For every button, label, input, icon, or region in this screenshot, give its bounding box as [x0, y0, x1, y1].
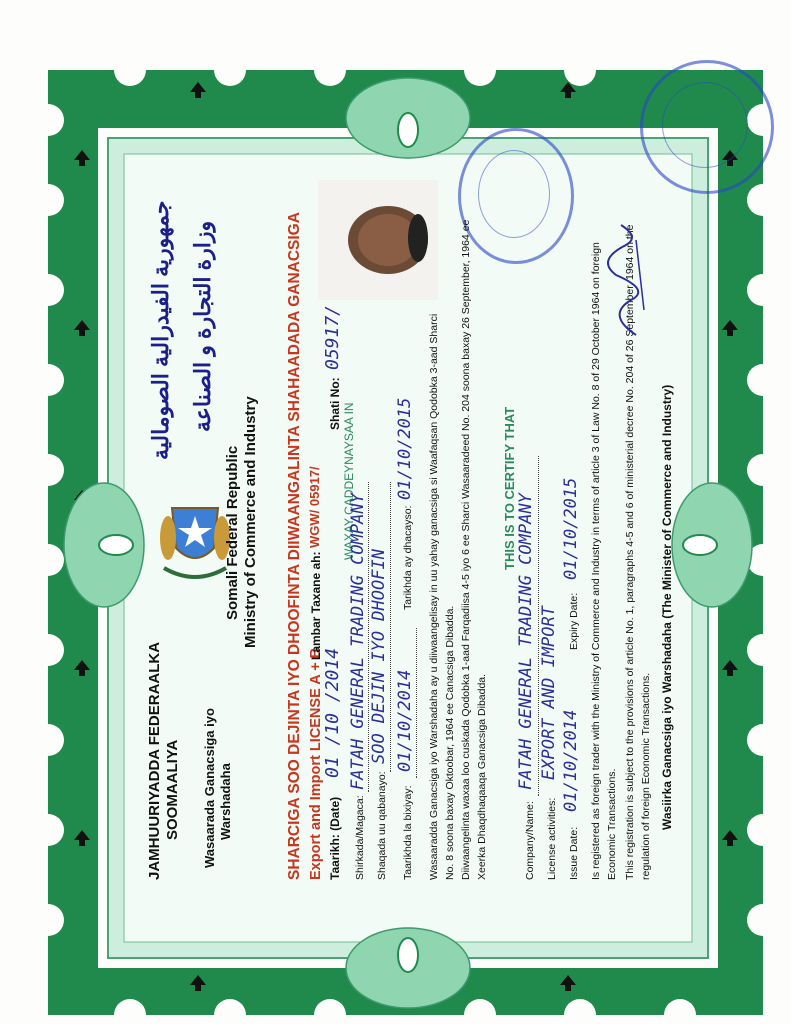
company-value: FATAH GENERAL TRADING COMPANY [516, 493, 536, 790]
date-label: Taarikh: (Date) [328, 796, 342, 880]
certify-heading: THIS IS TO CERTIFY THAT [502, 406, 517, 570]
header-left-line4: Warshadaha [218, 763, 233, 840]
bixiyay-label: Taarikhda la bixiyay: [402, 785, 414, 880]
lambar-label: Lambar Taxane ah: [309, 551, 323, 660]
date-value: 01 /10 /2014 [322, 647, 343, 778]
activities-label: License activities: [546, 797, 558, 880]
expiry-label: Expiry Date: [568, 592, 580, 650]
certificate-title: SHARCIGA SOO DEJINTA IYO DHOOFINTA DIIWAANGALINTA SHAHAADADA GANACSIGA [286, 212, 303, 880]
header-center-line1: Somali Federal Republic [224, 445, 241, 620]
issue-label: Issue Date: [568, 826, 580, 880]
activities-value: EXPORT AND IMPORT [539, 606, 559, 780]
shirkada-label: Shirkada/Magaca: [354, 795, 366, 880]
bixiyay-value: 01/10/2014 [395, 669, 415, 772]
header-left-line2: SOOMAALIYA [164, 739, 181, 840]
issue-value: 01/10/2014 [561, 709, 581, 812]
somali-paragraph-line4: Xeerka Dhaqdhaqaaqa Ganacsiga Dibadda. [476, 673, 488, 880]
license-type: Export and Import LICENSE A + B [308, 647, 324, 880]
dhacayso-label: Tarikhda ay dhacayso: [402, 505, 414, 610]
header-arabic-line2: وزارة التجارة و الصناعة [190, 220, 215, 432]
english-paragraph-line3: This registration is subject to the provisions of article No. 1, paragraphs 4-5 and 6 of ministerial decree No. 204 of 26 September, 1964 on the [624, 224, 636, 880]
english-paragraph-line4: regulation of foreign Economic Transactions. [640, 672, 652, 880]
signature-title: Wasiirka Ganacsiga iyo Warshadaha (The Minister of Commerce and Industry) [660, 384, 674, 830]
certificate-content [106, 140, 674, 900]
english-paragraph-line2: Economic Transactions. [606, 768, 618, 880]
ministry-stamp-top-inner [662, 82, 748, 168]
somali-paragraph-line1: Wasaaradda Ganacsiga iyo Warshadaha ay u diiwaangelisay in uu yahay ganacsiga si Waafaqsan Qodobka 3-aad Sharci [428, 313, 440, 880]
shaqada-line [390, 482, 391, 772]
shaqada-value: SOO DEJIN IYO DHOOFIN [369, 549, 389, 764]
lambar-value: WGW/ 05917/ [307, 466, 322, 548]
header-center-line2: Ministry of Commerce and Industry [242, 396, 259, 648]
shati-value: 05917/ [322, 304, 343, 370]
expiry-value: 01/10/2015 [561, 477, 581, 580]
shirkada-value: FATAH GENERAL TRADING COMPANY [348, 493, 368, 790]
company-label: Company/Name: [524, 801, 536, 880]
bixiyay-line [416, 628, 417, 778]
header-left-line1: JAMHUURIYADDA FEDERAALKA [146, 641, 163, 880]
shati-label: Shati No: [328, 377, 342, 430]
english-paragraph-line1: Is registered as foreign trader with the Ministry of Commerce and Industry in terms of article 3 of Law No. 8 of 29 October 1964 on foreign [590, 242, 602, 880]
header-arabic-line1: جمهورية الفيدرالية الصومالية [148, 200, 173, 460]
minister-signature [596, 220, 656, 340]
shaqada-label: Shaqada uu qabanayo: [376, 771, 388, 880]
waxay-label: WAXAY CADDEYNAYSAA IN [342, 402, 356, 560]
dhacayso-value: 01/10/2015 [395, 397, 415, 500]
header-left-line3: Wasaarada Ganacsiga iyo [202, 708, 217, 868]
somali-paragraph-line2: No. 8 soona baxay Oktoobar, 1964 ee Canacsiga Dibadda. [444, 605, 456, 880]
somali-paragraph-line3: Diiwaangelinta waxaa loo cuskada Qodobka 1-aad Farqadiisa 4-5 iyo 6 ee Sharci Wasaaradeed No. 204 soona baxay 26 September, 1964 ee [460, 219, 472, 880]
